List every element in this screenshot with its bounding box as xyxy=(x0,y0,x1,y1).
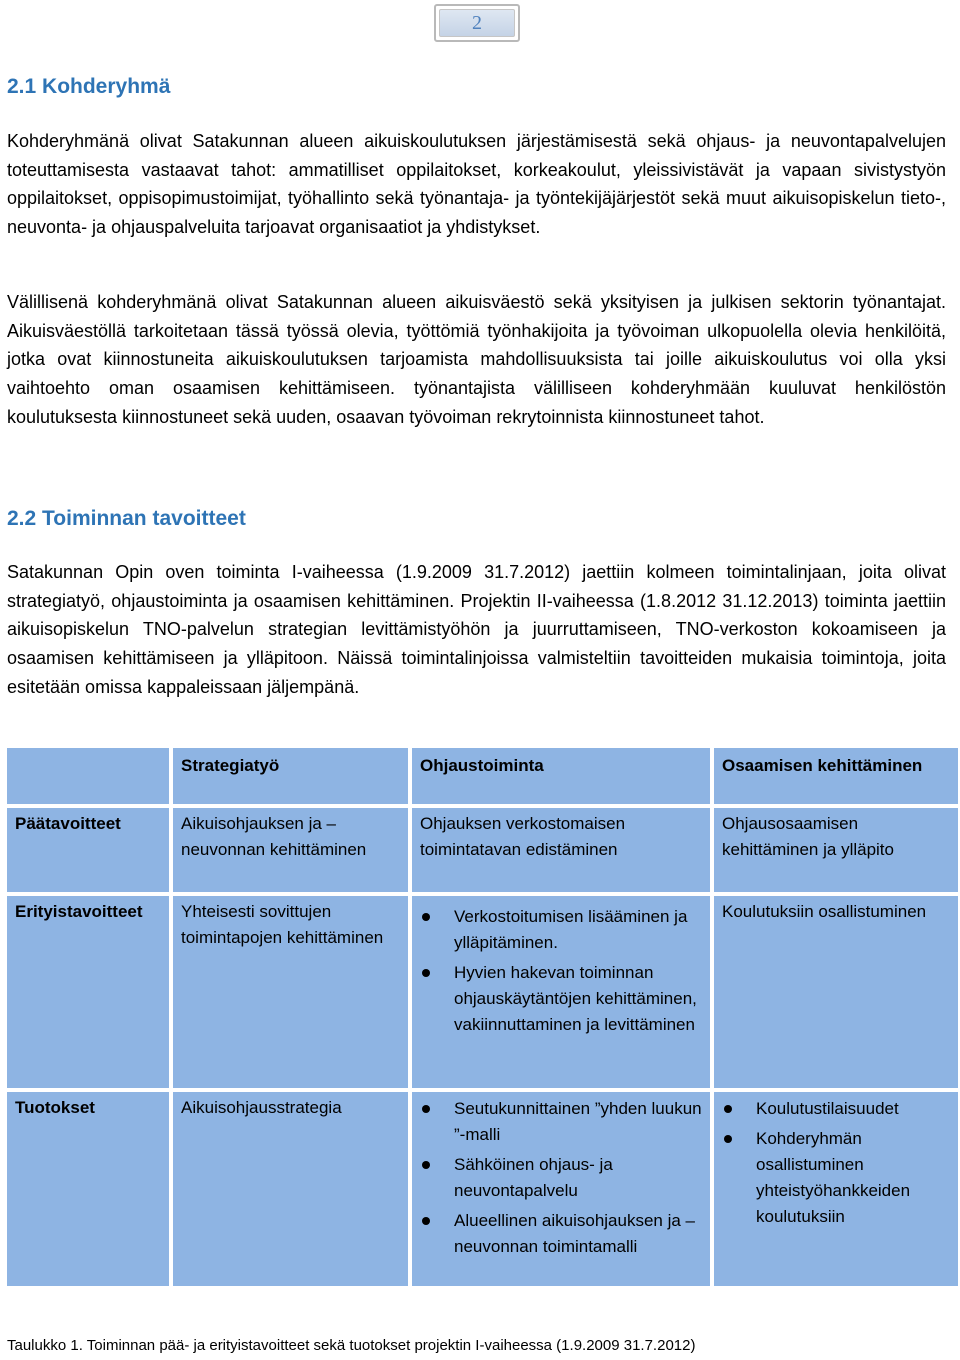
cell-tuotokset-ohjaus xyxy=(412,1092,710,1286)
row-label-tuotokset: Tuotokset xyxy=(7,1092,169,1286)
cell-erityistavoitteet-osaaminen: Koulutuksiin osallistuminen xyxy=(714,896,958,1088)
list-item: Kohderyhmän osallistuminen yhteistyöhankkeiden koulutuksiin xyxy=(722,1126,950,1230)
column-header-osaamisen-kehittaminen: Osaamisen kehittäminen xyxy=(714,748,958,804)
column-header-strategiatyo: Strategiatyö xyxy=(173,748,408,804)
paragraph-target-group: Kohderyhmänä olivat Satakunnan alueen aikuiskoulutuksen järjestämisestä sekä ohjaus- ja neuvontapalvelujen toteuttamisesta vastaavat tahot: ammatilliset oppilaitokset, korkeakoulut, yleissivistävät ja vapaan sivistystyön oppilaitokset, oppisopimustoimijat, työhallinto sekä työnantaja- ja työntekijäjärjestöt sekä muut aikuisopiskelun tieto-, neuvonta- ja ohjauspalveluita tarjoavat organisaatiot ja yhdistykset. xyxy=(7,131,946,238)
cell-tuotokset-osaaminen xyxy=(714,1092,958,1286)
list-item: Alueellinen aikuisohjauksen ja –neuvonnan toimintamalli xyxy=(420,1208,702,1260)
list-item: Hyvien hakevan toiminnan ohjauskäytäntöjen kehittäminen, vakiinnuttaminen ja levittäminen xyxy=(420,960,702,1038)
column-header-ohjaustoiminta: Ohjaustoiminta xyxy=(412,748,710,804)
bullet-list xyxy=(420,1096,702,1260)
goals-table xyxy=(7,748,958,1286)
cell-erityistavoitteet-strategia: Yhteisesti sovittujen toimintapojen kehittäminen xyxy=(173,896,408,1088)
section-heading-kohderyhma: 2.1 Kohderyhmä xyxy=(7,75,171,98)
bullet-list xyxy=(722,1096,950,1230)
cell-paatavoitteet-osaaminen: Ohjausosaamisen kehittäminen ja ylläpito xyxy=(714,808,958,892)
section-heading-tavoitteet: 2.2 Toiminnan tavoitteet xyxy=(7,507,246,530)
table-caption: Taulukko 1. Toiminnan pää- ja erityistavoitteet sekä tuotokset projektin I-vaiheessa (1.9.2009 31.7.2012) xyxy=(7,1337,696,1354)
list-item: Verkostoitumisen lisääminen ja ylläpitäminen. xyxy=(420,904,702,956)
list-item: Koulutustilaisuudet xyxy=(722,1096,950,1122)
page-number: 2 xyxy=(439,9,515,37)
row-label-erityistavoitteet: Erityistavoitteet xyxy=(7,896,169,1088)
page-number-box xyxy=(434,4,520,42)
paragraph-goals: Satakunnan Opin oven toiminta I-vaiheessa (1.9.2009 31.7.2012) jaettiin kolmeen toimintalinjaan, joita olivat strategiatyö, ohjaustoiminta ja osaamisen kehittäminen. Projektin II-vaiheessa (1.8.2012 31.12.2013) toiminta jaettiin aikuisopiskelun TNO-palvelun strategian levittämistyöhön ja juurruttamiseen, TNO-verkoston kokoamiseen ja osaamisen kehittämiseen ja ylläpitoon. Näissä toimintalinjoissa valmisteltiin tavoitteiden mukaisia toimintoja, joita esitetään omissa kappaleissaan jäljempänä. xyxy=(7,562,946,697)
list-item: Sähköinen ohjaus- ja neuvontapalvelu xyxy=(420,1152,702,1204)
bullet-list xyxy=(420,904,702,1038)
cell-paatavoitteet-ohjaus: Ohjauksen verkostomaisen toimintatavan edistäminen xyxy=(412,808,710,892)
table-corner-cell xyxy=(7,748,169,804)
cell-tuotokset-strategia: Aikuisohjausstrategia xyxy=(173,1092,408,1286)
cell-erityistavoitteet-ohjaus xyxy=(412,896,710,1088)
list-item: Seutukunnittainen ”yhden luukun ”-malli xyxy=(420,1096,702,1148)
paragraph-indirect-target-group: Välillisenä kohderyhmänä olivat Satakunnan alueen aikuisväestö sekä yksityisen ja julkisen sektorin työnantajat. Aikuisväestöllä tarkoitetaan tässä työssä olevia, työttömiä työnhakijoita ja työvoiman ulkopuolella olevia henkilöitä, jotka ovat kiinnostuneita aikuiskoulutuksen tarjoamista mahdollisuuksista tai joille aikuiskoulutus voi olla yksi vaihtoehto oman osaamisen kehittämiseen. työnantajista välilliseen kohderyhmään kuuluvat henkilöstön koulutuksesta kiinnostuneet sekä uuden, osaavan työvoiman rekrytoinnista kiinnostuneet tahot. xyxy=(7,292,946,427)
cell-paatavoitteet-strategia: Aikuisohjauksen ja – neuvonnan kehittäminen xyxy=(173,808,408,892)
row-label-paatavoitteet: Päätavoitteet xyxy=(7,808,169,892)
